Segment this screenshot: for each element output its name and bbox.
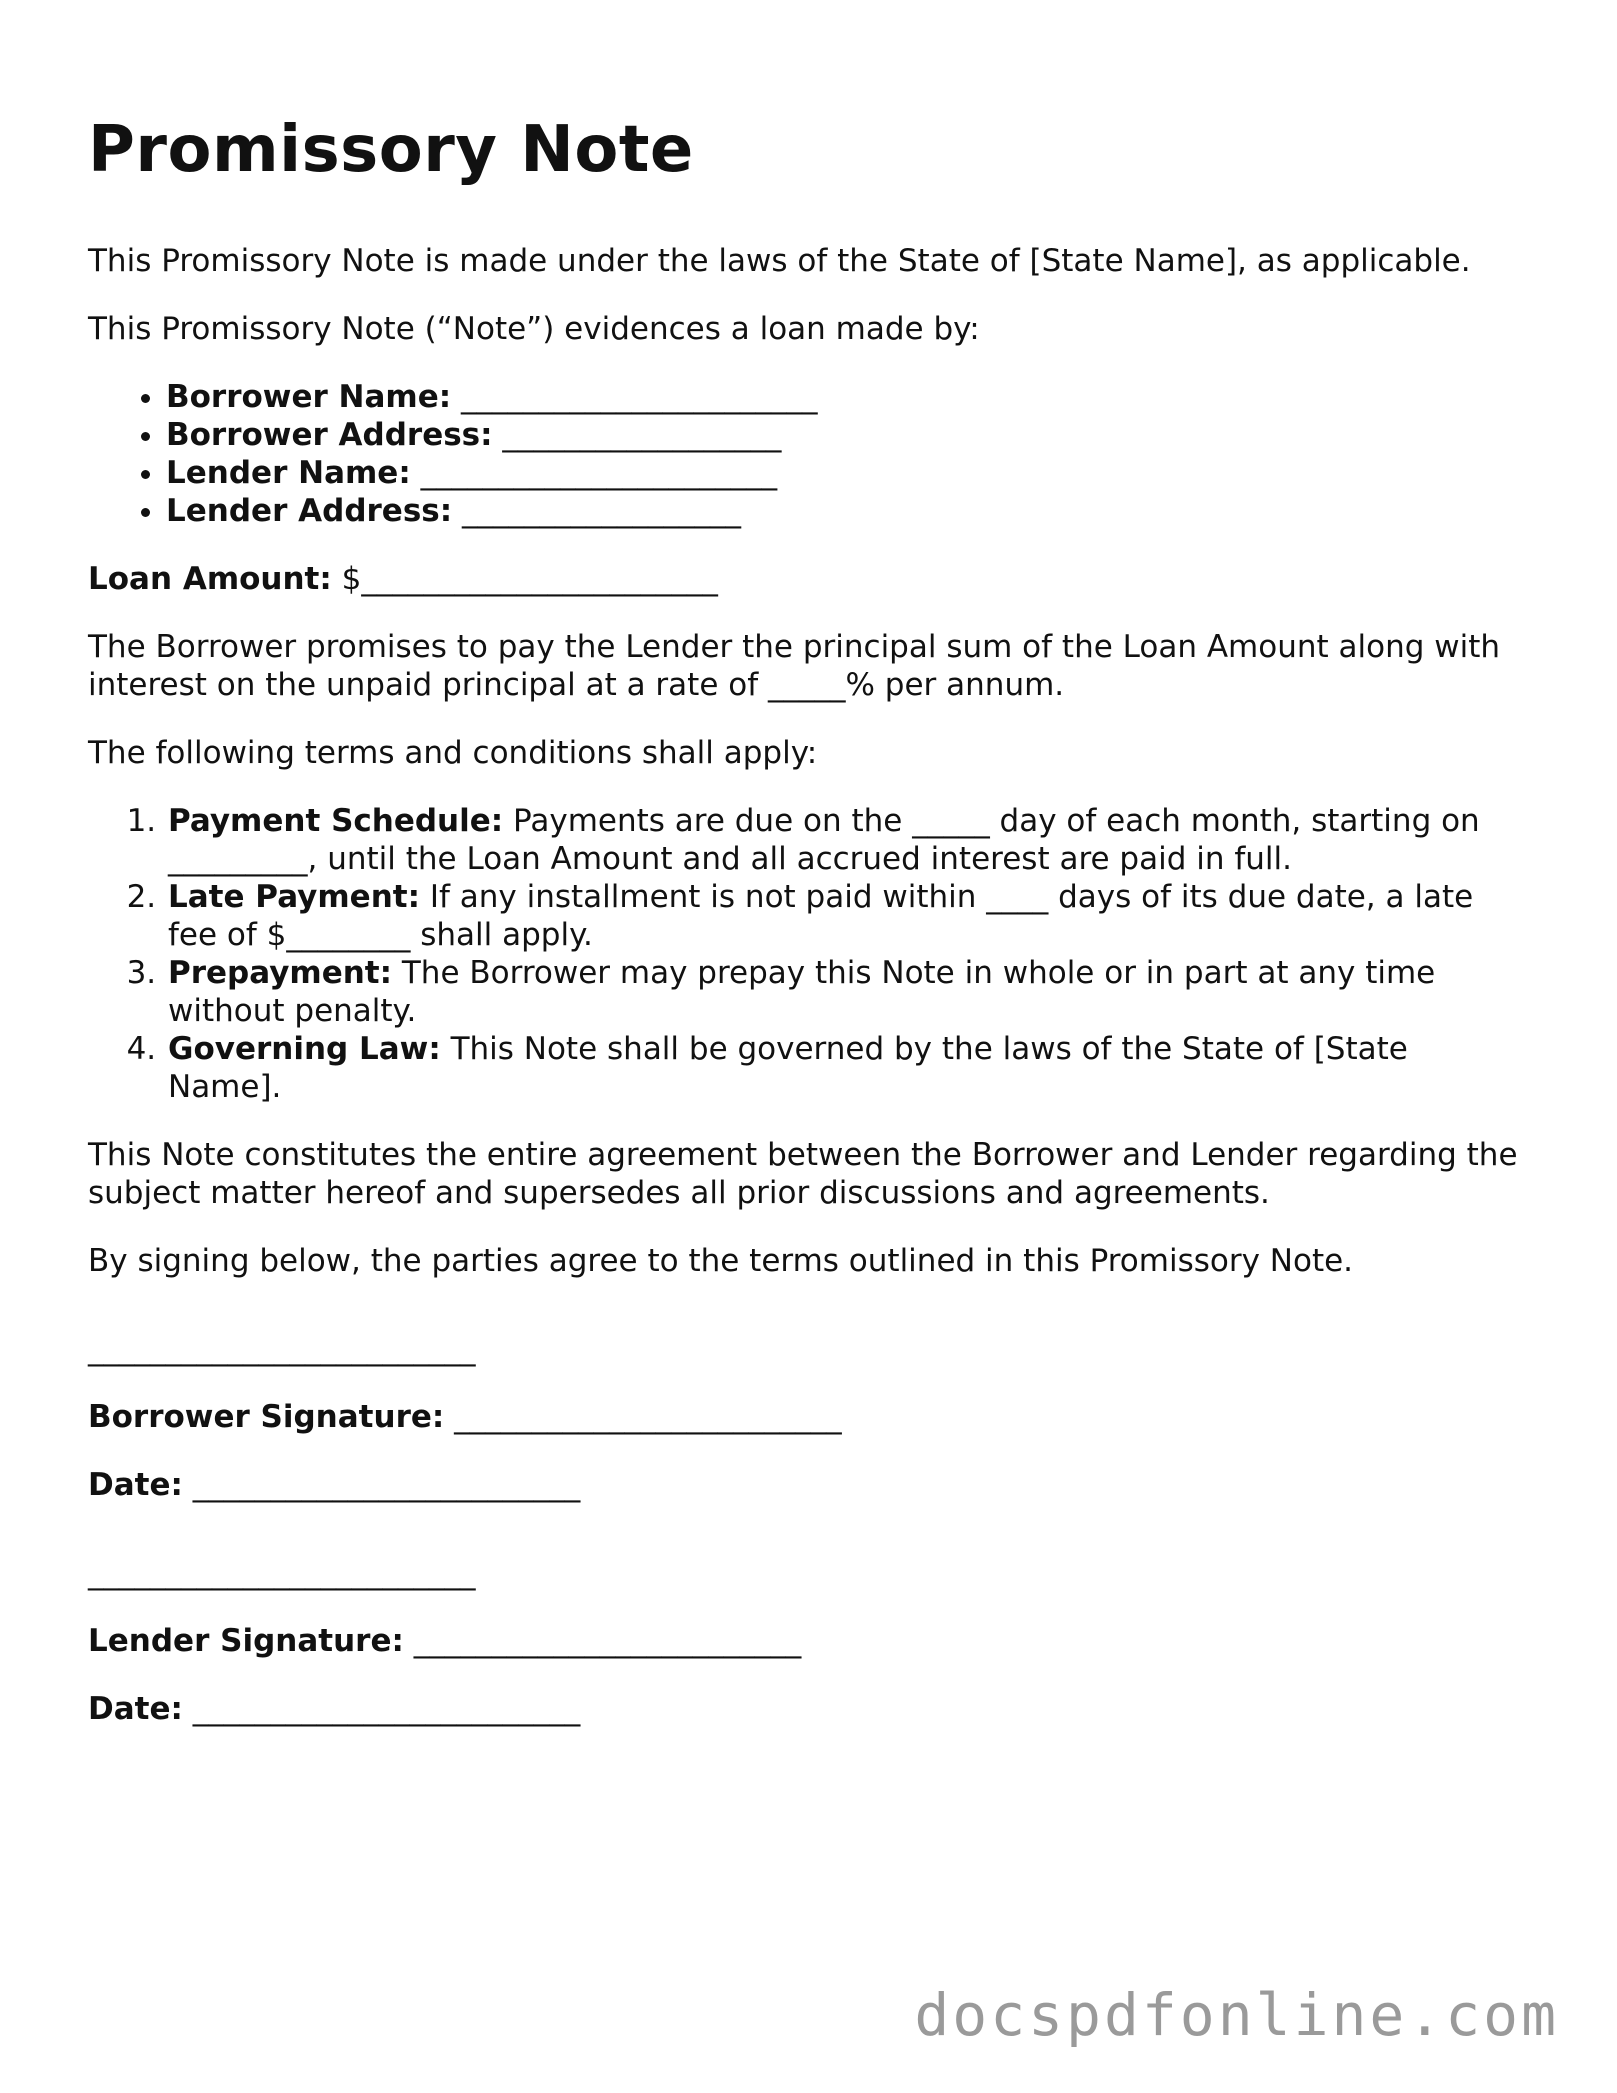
term-text-payment-schedule: Payments are due on the _____ day of each month, starting on _________, until the Loan Amount and all accrued interest are paid in full. [168,803,1480,877]
terms-list [88,802,1528,1106]
loan-amount-value: $_______________________ [341,561,718,597]
term-label-payment-schedule: Payment Schedule: [168,803,504,839]
entire-agreement-paragraph: This Note constitutes the entire agreement between the Borrower and Lender regarding the subject matter hereof and supersedes all prior discussions and agreements. [88,1137,1518,1211]
intro-paragraph-1: This Promissory Note is made under the laws of the State of [State Name], as applicable. [88,243,1471,279]
borrower-address-label: Borrower Address: [166,417,493,453]
list-item [166,954,1528,1030]
lender-name-blank: _______________________ [420,455,778,491]
parties-list [88,378,1528,530]
lender-signature-line: _________________________ [88,1555,476,1591]
signing-statement: By signing below, the parties agree to the terms outlined in this Promissory Note. [88,1243,1354,1279]
page-title: Promissory Note [88,113,694,187]
term-text-prepayment: The Borrower may prepay this Note in whole or in part at any time without penalty. [168,955,1436,1029]
borrower-address-blank: __________________ [502,417,782,453]
loan-amount-label: Loan Amount: [88,561,332,597]
term-text-governing-law: This Note shall be governed by the laws of the State of [State Name]. [168,1031,1408,1105]
loan-amount [88,560,1528,598]
borrower-name-label: Borrower Name: [166,379,452,415]
borrower-signature-blank: _________________________ [454,1399,842,1435]
borrower-signature-line: _________________________ [88,1331,476,1367]
borrower-date [88,1466,1528,1504]
list-item [166,416,1528,454]
list-item [166,802,1528,878]
list-item [166,878,1528,954]
borrower-date-label: Date: [88,1467,183,1503]
promise-paragraph: The Borrower promises to pay the Lender the principal sum of the Loan Amount along with interest on the unpaid principal at a rate of _____% per annum. [88,629,1501,703]
lender-date-label: Date: [88,1691,183,1727]
list-item [166,492,1528,530]
term-label-prepayment: Prepayment: [168,955,393,991]
document-page [88,108,1528,1758]
lender-date-blank: _________________________ [192,1691,581,1727]
lender-address-blank: __________________ [462,493,741,529]
list-item [166,454,1528,492]
term-label-governing-law: Governing Law: [168,1031,441,1067]
borrower-signature-label: Borrower Signature: [88,1399,445,1435]
term-label-late-payment: Late Payment: [168,879,420,915]
term-text-late-payment: If any installment is not paid within ____ days of its due date, a late fee of $________ shall apply. [168,879,1474,953]
intro-paragraph-2: This Promissory Note (“Note”) evidences a loan made by: [88,311,980,347]
lender-signature-blank: _________________________ [413,1623,802,1659]
list-item [166,378,1528,416]
watermark: docspdfonline.com [914,1981,1559,2049]
lender-address-label: Lender Address: [166,493,453,529]
borrower-signature [88,1398,1528,1436]
lender-signature-label: Lender Signature: [88,1623,404,1659]
lender-date [88,1690,1528,1728]
lender-name-label: Lender Name: [166,455,411,491]
list-item [166,1030,1528,1106]
lender-signature [88,1622,1528,1660]
borrower-name-blank: _______________________ [461,379,818,415]
terms-intro: The following terms and conditions shall apply: [88,735,818,771]
borrower-date-blank: _________________________ [192,1467,581,1503]
